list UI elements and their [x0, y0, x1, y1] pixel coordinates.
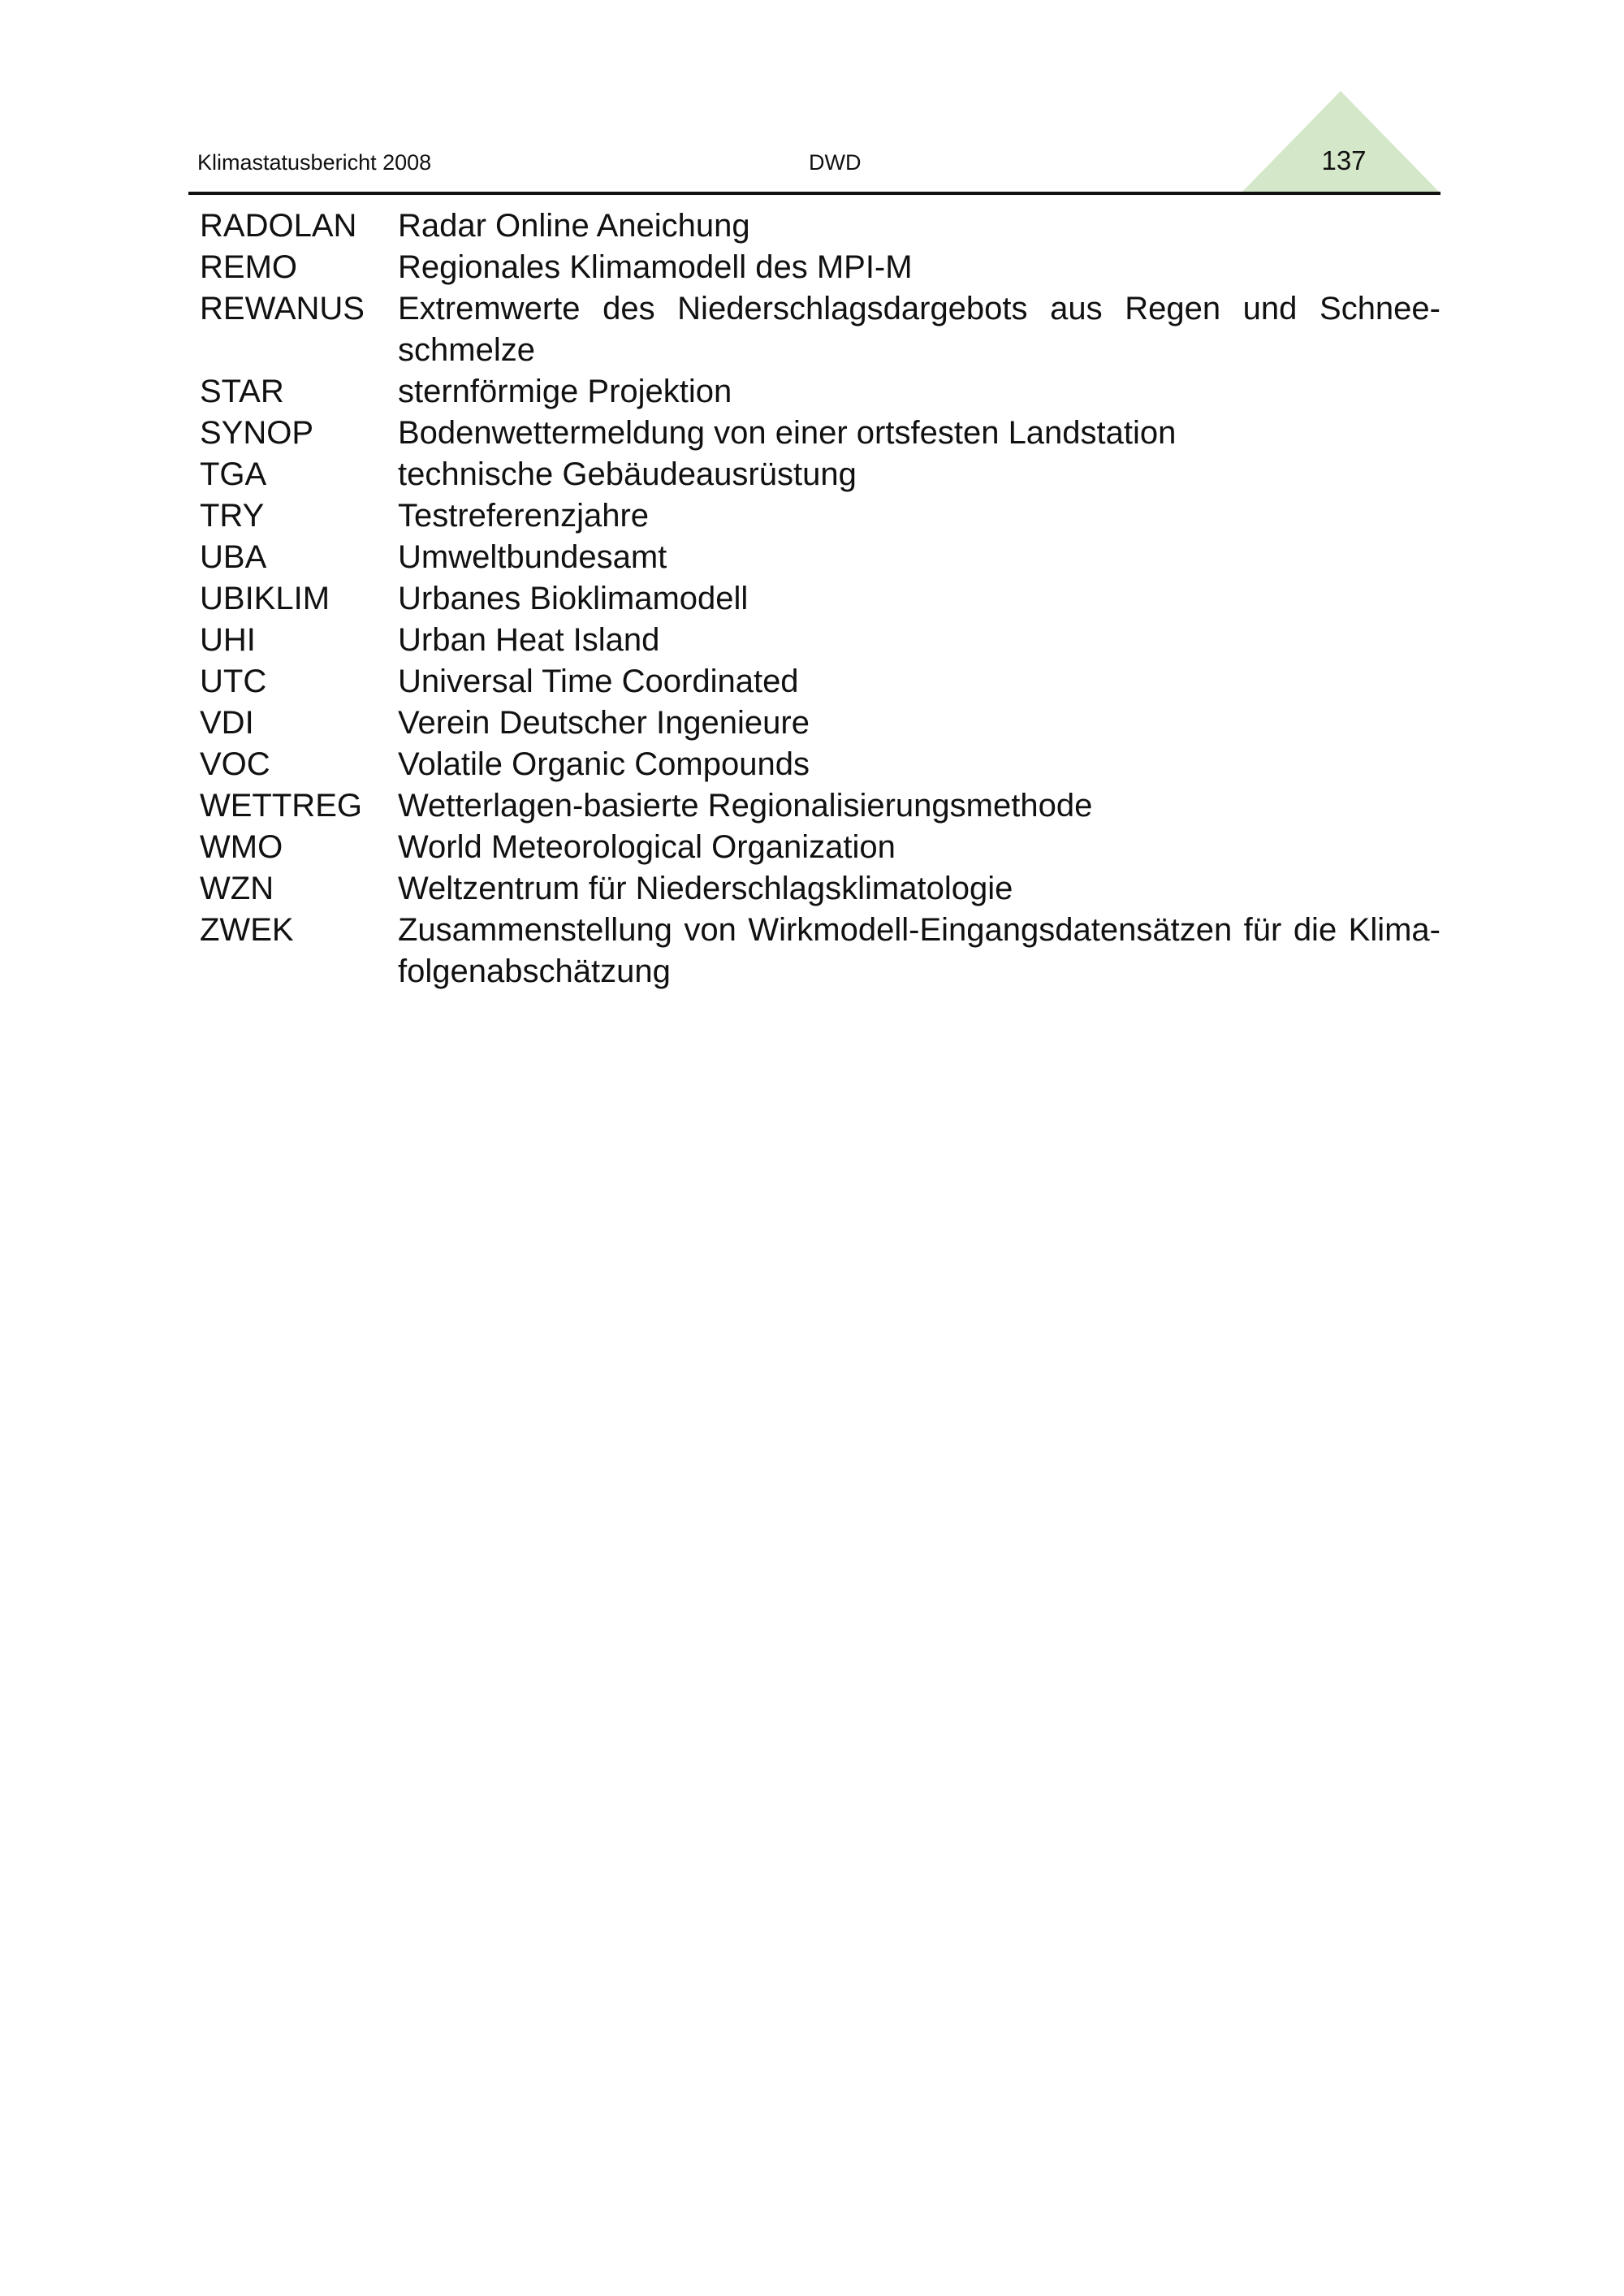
- abbreviation: STAR: [200, 374, 284, 409]
- definition: Volatile Organic Compounds: [398, 746, 810, 782]
- definition: World Meteorological Organization: [398, 829, 896, 865]
- list-item: [200, 910, 1440, 992]
- abbreviation: SYNOP: [200, 415, 314, 451]
- header-rule: [188, 192, 1440, 195]
- list-item: [200, 785, 1440, 827]
- list-item: [200, 703, 1440, 744]
- abbreviation: WZN: [200, 871, 274, 906]
- definition: Regionales Klimamodell des MPI-M: [398, 249, 913, 285]
- definition: Extremwerte des Niederschlagsdargebots aus Regen und Schnee-schmelze: [398, 291, 1440, 368]
- list-item: [200, 744, 1440, 785]
- definition: Testreferenzjahre: [398, 498, 650, 534]
- list-item: [200, 205, 1440, 247]
- abbreviation: VOC: [200, 746, 270, 782]
- definition: Weltzentrum für Niederschlagsklimatologie: [398, 871, 1013, 906]
- list-item: [200, 620, 1440, 661]
- definition: Zusammenstellung von Wirkmodell-Eingangsdatensätzen für die Klima-folgenabschätzung: [398, 912, 1440, 989]
- running-header-publisher: DWD: [809, 150, 862, 175]
- definition: Bodenwettermeldung von einer ortsfesten Landstation: [398, 415, 1177, 451]
- abbreviation: RADOLAN: [200, 208, 357, 244]
- definition: Verein Deutscher Ingenieure: [398, 705, 810, 741]
- definition: Urbanes Bioklimamodell: [398, 581, 749, 616]
- abbreviation: REMO: [200, 249, 297, 285]
- list-item: [200, 578, 1440, 620]
- definition: Umweltbundesamt: [398, 539, 667, 575]
- definition: technische Gebäudeausrüstung: [398, 456, 857, 492]
- abbreviation-list: [200, 205, 1440, 992]
- definition: Wetterlagen-basierte Regionalisierungsmethode: [398, 788, 1093, 824]
- list-item: [200, 661, 1440, 703]
- abbreviation: UBIKLIM: [200, 581, 330, 616]
- list-item: [200, 454, 1440, 495]
- list-item: [200, 495, 1440, 537]
- list-item: [200, 247, 1440, 288]
- definition: Radar Online Aneichung: [398, 208, 750, 244]
- abbreviation: UBA: [200, 539, 267, 575]
- definition: Urban Heat Island: [398, 622, 660, 658]
- abbreviation: VDI: [200, 705, 254, 741]
- abbreviation: ZWEK: [200, 912, 294, 948]
- list-item: [200, 827, 1440, 868]
- list-item: [200, 288, 1440, 371]
- page-number-triangle: [1241, 91, 1440, 193]
- list-item: [200, 537, 1440, 578]
- list-item: [200, 413, 1440, 454]
- abbreviation: REWANUS: [200, 291, 365, 326]
- running-header-title: Klimastatusbericht 2008: [197, 150, 432, 175]
- list-item: [200, 868, 1440, 910]
- abbreviation: TGA: [200, 456, 267, 492]
- definition: Universal Time Coordinated: [398, 664, 799, 699]
- page-number-triangle-shape: [1241, 91, 1440, 193]
- abbreviation: TRY: [200, 498, 265, 534]
- abbreviation: UTC: [200, 664, 267, 699]
- abbreviation: UHI: [200, 622, 256, 658]
- abbreviation: WETTREG: [200, 788, 362, 824]
- definition: sternförmige Projektion: [398, 374, 732, 409]
- page-number: 137: [1321, 145, 1367, 175]
- abbreviation: WMO: [200, 829, 283, 865]
- list-item: [200, 371, 1440, 413]
